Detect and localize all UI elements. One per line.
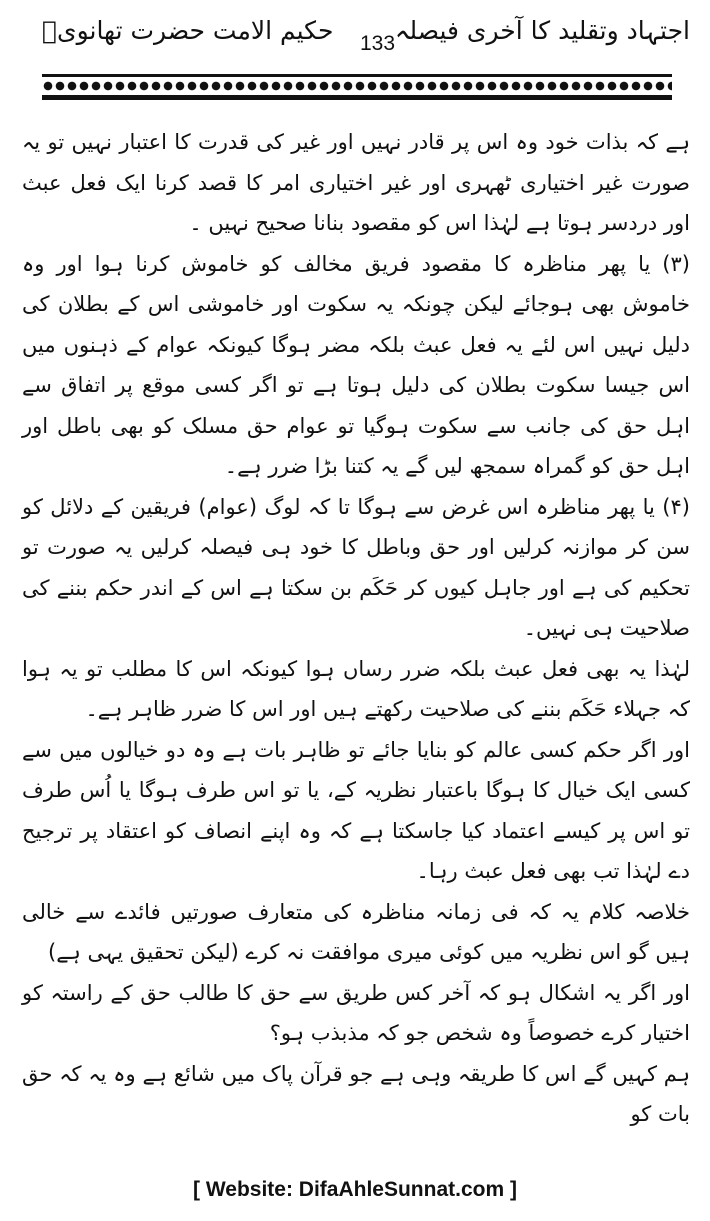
page-body xyxy=(22,122,690,1168)
author-title: حکیم الامت حضرت تھانویؒ xyxy=(42,16,334,45)
header-divider-thick xyxy=(42,95,672,100)
page-number: 133 xyxy=(360,32,396,55)
paragraph-8: ہم کہیں گے اس کا طریقہ وہی ہے جو قرآن پاک میں شائع ہے وہ یہ کہ حق بات کو xyxy=(22,1061,690,1126)
header-divider-thin xyxy=(42,74,672,77)
paragraph-1: ہے کہ بذات خود وہ اس پر قادر نہیں اور غیر کی قدرت کا اعتبار نہیں تو یہ صورت غیر اختیاری ٹھہری اور غیر اختیاری امر کا قصد کرنا ایک فعل عبث اور دردسر ہوتا ہے لہٰذا اس کو مقصود بنانا صحیح نہیں ۔ xyxy=(22,130,690,235)
paragraph-2: (۳) یا پھر مناظرہ کا مقصود فریق مخالف کو خاموش کرنا ہوا اور وہ خاموش بھی ہوجائے لیکن چونکہ یہ سکوت اور خاموشی اس کے بطلان کی دلیل نہیں اس لئے یہ فعل عبث بلکہ مضر ہوگا کیونکہ عوام کے ذہنوں میں اس جیسا سکوت بطلان کی دلیل ہوتا ہے تو اگر کسی موقع پر اتفاق سے اہل حق کی جانب سے سکوت ہوگیا تو عوام حق مسلک کو بھی باطل اور اہل حق کو گمراہ سمجھ لیں گے یہ کتنا بڑا ضرر ہے۔ xyxy=(22,251,690,478)
paragraph-3: (۴) یا پھر مناظرہ اس غرض سے ہوگا تا کہ لوگ (عوام) فریقین کے دلائل کو سن کر موازنہ کرلیں اور حق وباطل کا خود ہی فیصلہ کرلیں یہ صورت تو تحکیم کی ہے اور جاہل کیوں کر حَکَم بن سکتا ہے اس کے اندر حکم بننے کی صلاحیت ہی نہیں۔ xyxy=(22,494,690,640)
website-footer: [ Website: DifaAhleSunnat.com ] xyxy=(193,1178,517,1201)
header-divider-ornament xyxy=(42,80,672,92)
page-header xyxy=(20,12,690,70)
paragraph-5: اور اگر حکم کسی عالم کو بنایا جائے تو ظاہر بات ہے وہ دو خیالوں میں سے کسی ایک خیال کا ہوگا باعتبار نظریہ کے، یا تو اس طرف ہوگا یا اُس طرف تو اس پر کیسے اعتماد کیا جاسکتا ہے کہ وہ اپنے انصاف کو اعتقاد پر ترجیح دے لہٰذا تب بھی فعل عبث رہا۔ xyxy=(22,737,690,883)
paragraph-7: اور اگر یہ اشکال ہو کہ آخر کس طریق سے حق کا طالب حق کے راستہ کو اختیار کرے خصوصاً وہ شخص جو کہ مذبذب ہو؟ xyxy=(22,980,690,1045)
paragraph-6: خلاصہ کلام یہ کہ فی زمانہ مناظرہ کی متعارف صورتیں فائدے سے خالی ہیں گو اس نظریہ میں کوئی میری موافقت نہ کرے (لیکن تحقیق یہی ہے) xyxy=(22,899,690,964)
book-title: اجتہاد وتقلید کا آخری فیصلہ xyxy=(394,16,690,45)
paragraph-4: لہٰذا یہ بھی فعل عبث بلکہ ضرر رساں ہوا کیونکہ اس کا مطلب تو یہ ہوا کہ جہلاء حَکَم بننے کی صلاحیت رکھتے ہیں اور اس کا ضرر ظاہر ہے۔ xyxy=(22,656,690,721)
